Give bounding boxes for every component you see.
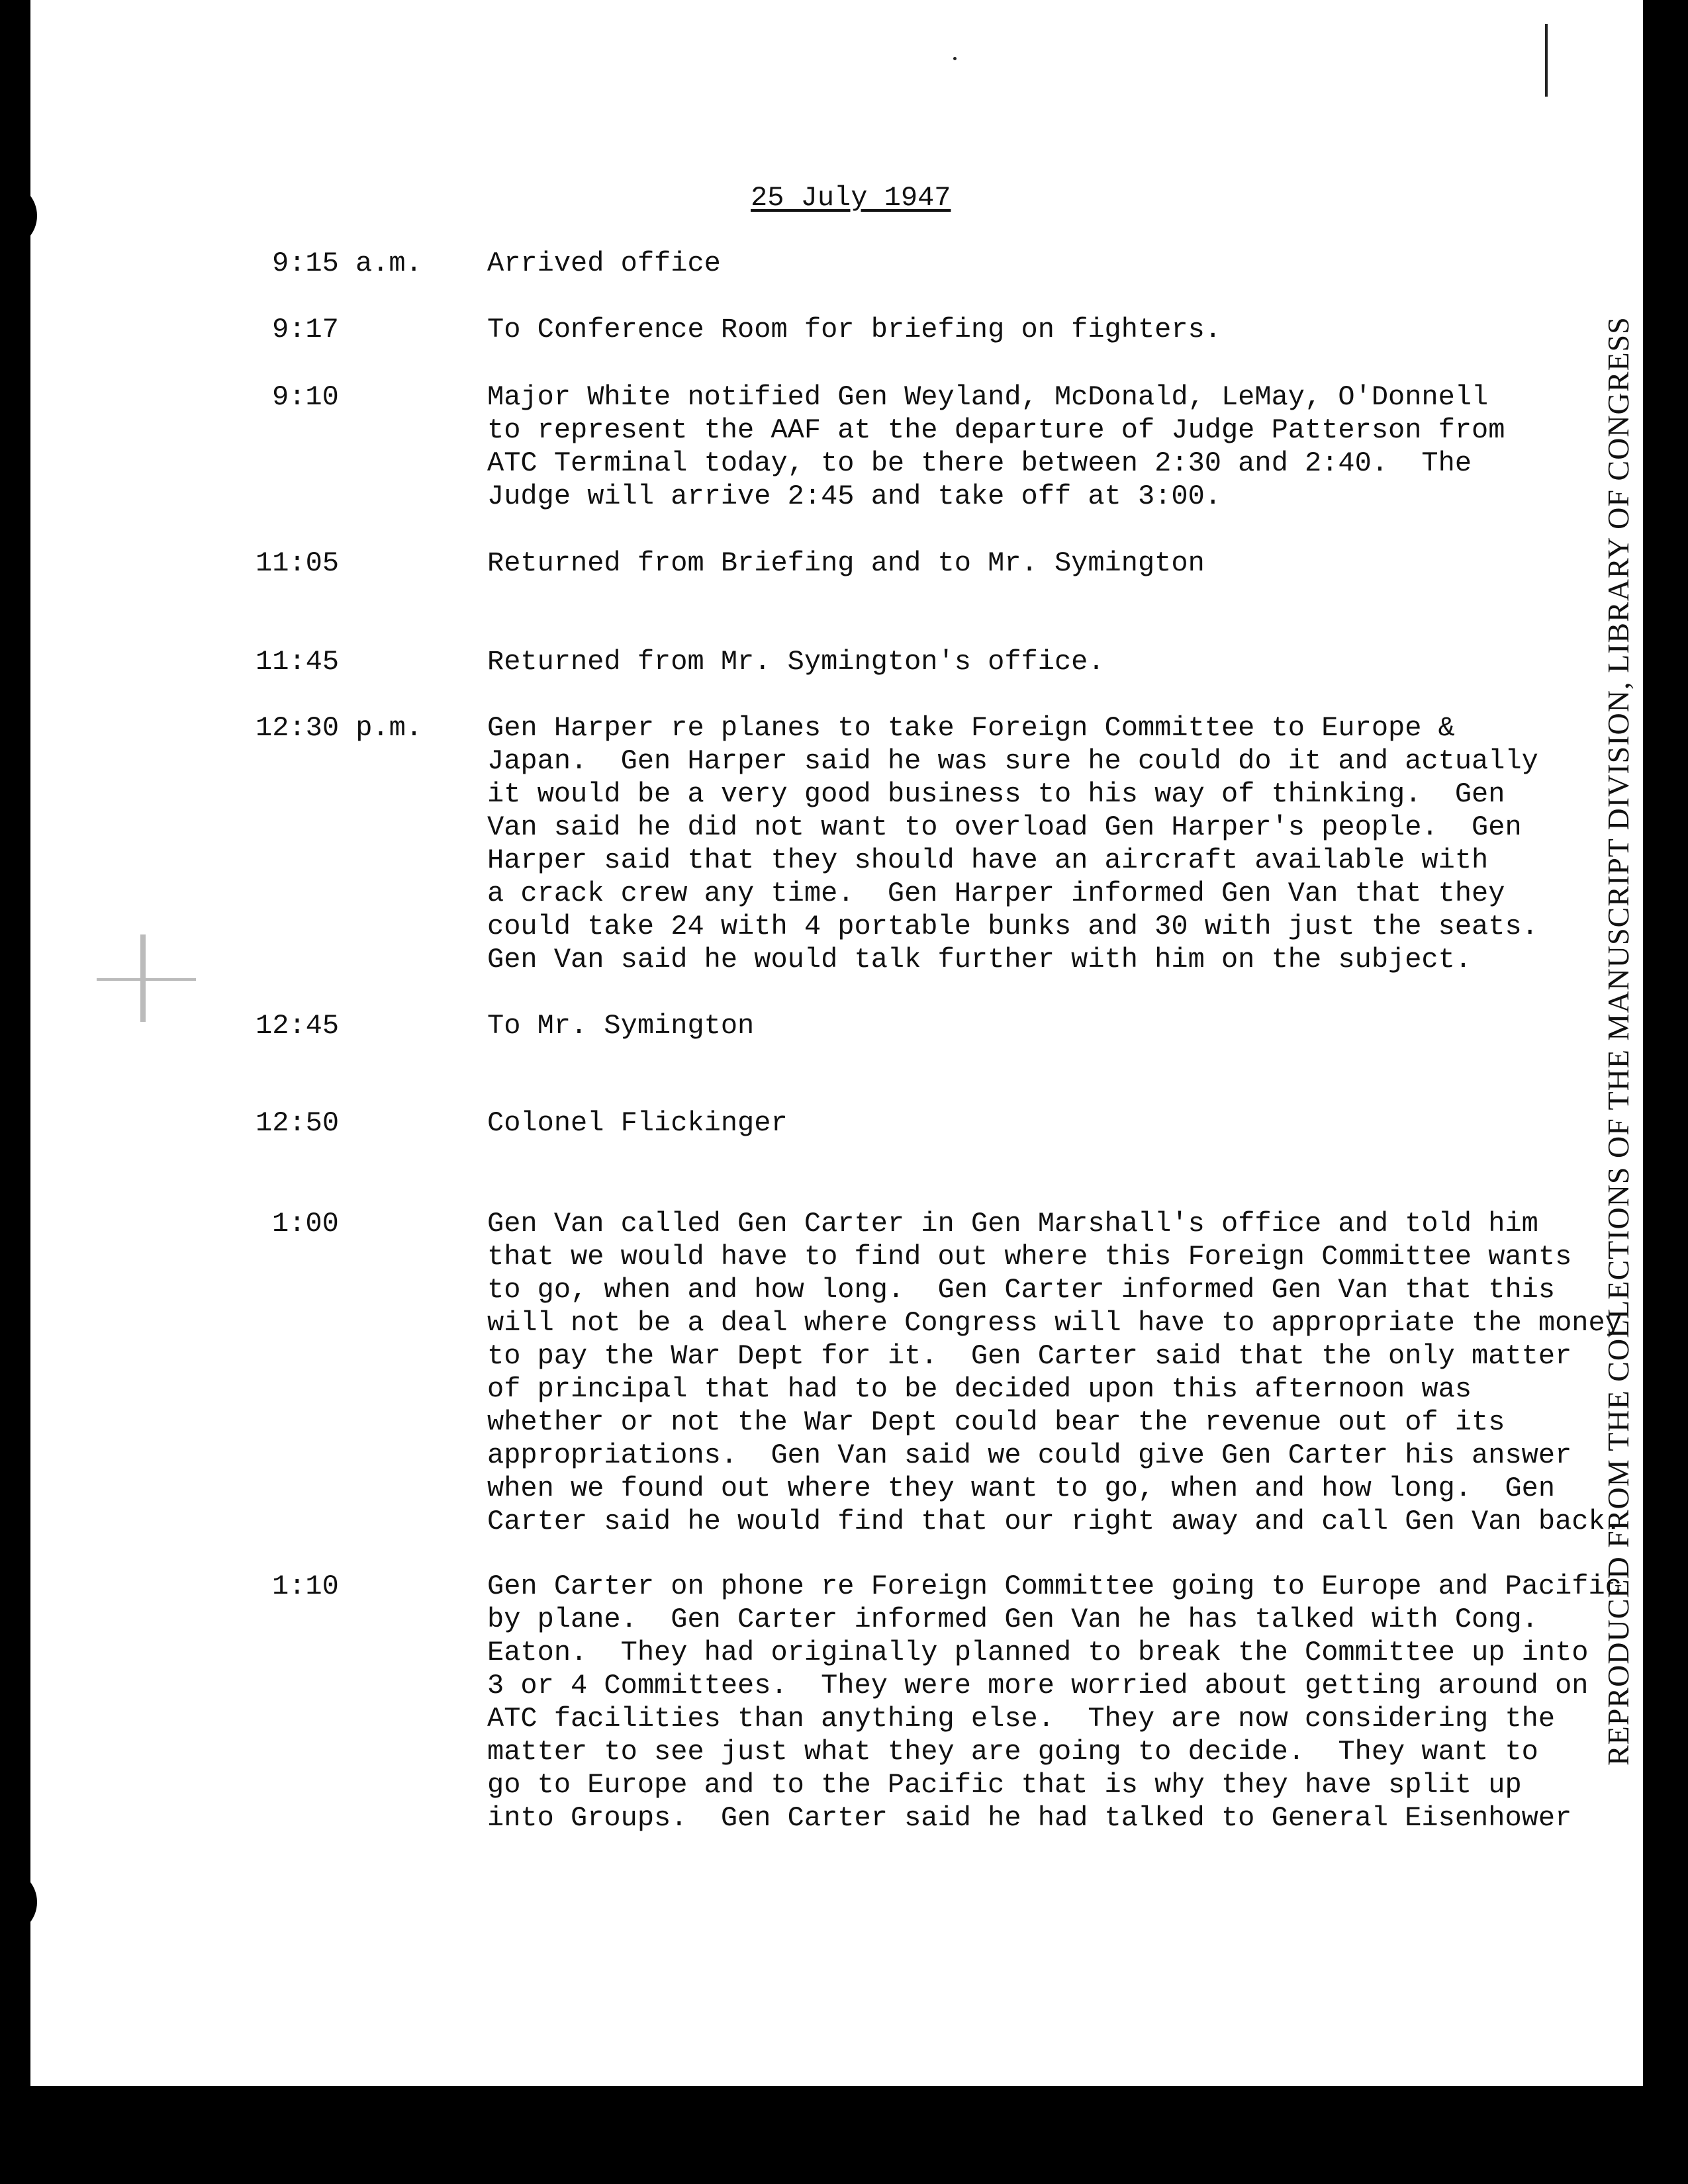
entry-time: 9:15 a.m. xyxy=(272,248,422,279)
speck-mark xyxy=(953,57,957,60)
entry-time: 9:17 xyxy=(272,314,339,345)
document-page xyxy=(30,0,1643,2086)
entry-text: Gen Harper re planes to take Foreign Committee to Europe & Japan. Gen Harper said he was sure he could do it and actually it would be a very good business to his way of thinking. Gen Van said he did not want to overload Gen Harper's people. Gen Harper said that they should have an aircraft available with a crack crew any time. Gen Harper informed Gen Van that they could take 24 with 4 portable bunks and 30 with just the seats. Gen Van said he would talk further with him on the subject. xyxy=(487,712,1538,976)
library-of-congress-stamp: REPRODUCED FROM THE COLLECTIONS OF THE MANUSCRIPT DIVISION, LIBRARY OF CONGRESS xyxy=(1601,316,1635,1766)
entry-time: 1:10 xyxy=(272,1570,339,1602)
entry-text: Returned from Briefing and to Mr. Symington xyxy=(487,547,1205,579)
entry-text: To Mr. Symington xyxy=(487,1010,755,1042)
entry-text: Colonel Flickinger xyxy=(487,1107,788,1139)
entry-text: Returned from Mr. Symington's office. xyxy=(487,646,1105,678)
entry-text: Gen Van called Gen Carter in Gen Marshall's office and told him that we would have to find out where this Foreign Committee wants to go, when and how long. Gen Carter informed Gen Van that this will not be a deal where Congress will have to appropriate the money to pay the War Dept for it. Gen Carter said that the only matter of principal that had to be decided upon this afternoon was whether or not the War Dept could bear the revenue out of its appropriations. Gen Van said we could give Gen Carter his answer when we found out where they want to go, when and how long. Gen Carter said he would find that our right away and call Gen Van back. xyxy=(487,1208,1622,1537)
edge-mark xyxy=(1545,24,1548,97)
entry-text: Gen Carter on phone re Foreign Committee going to Europe and Pacific by plane. Gen Carter informed Gen Van he has talked with Cong. Eaton. They had originally planned to break the Committee up into 3 or 4 Committees. They were more worried about getting around on ATC facilities than anything else. They are now considering the matter to see just what they are going to decide. They want to go to Europe and to the Pacific that is why they have split up into Groups. Gen Carter said he had talked to General Eisenhower xyxy=(487,1570,1622,1834)
entry-text: Major White notified Gen Weyland, McDonald, LeMay, O'Donnell to represent the AAF at the departure of Judge Patterson from ATC Terminal today, to be there between 2:30 and 2:40. The Judge will arrive 2:45 and take off at 3:00. xyxy=(487,381,1505,512)
entry-time: 1:00 xyxy=(272,1208,339,1240)
entry-time: 11:05 xyxy=(256,547,340,579)
entry-time: 12:50 xyxy=(256,1107,340,1139)
entry-time: 12:30 p.m. xyxy=(256,712,423,744)
entry-time: 12:45 xyxy=(256,1010,340,1042)
date-heading: 25 July 1947 xyxy=(751,182,951,214)
entry-text: Arrived office xyxy=(487,248,721,279)
entry-time: 9:10 xyxy=(272,381,339,413)
entry-time: 11:45 xyxy=(256,646,340,678)
crop-mark xyxy=(97,978,196,981)
entry-text: To Conference Room for briefing on fighters. xyxy=(487,314,1221,345)
